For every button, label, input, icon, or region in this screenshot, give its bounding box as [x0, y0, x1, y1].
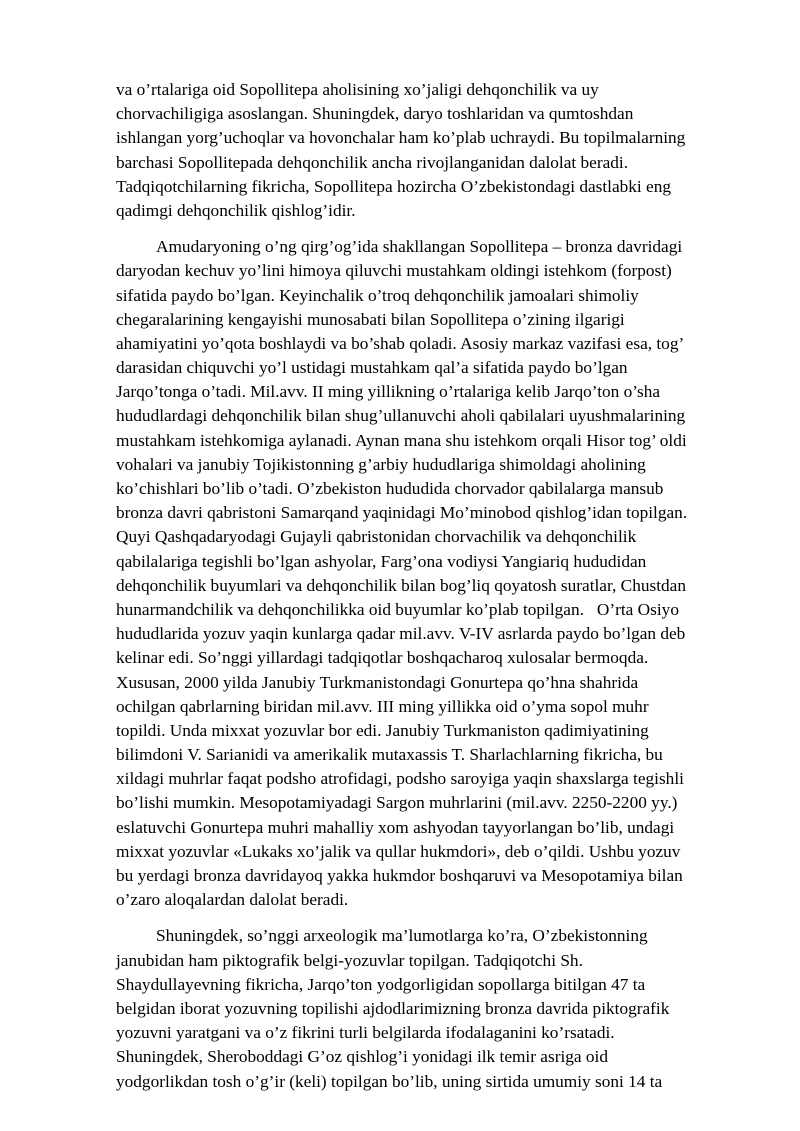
text-line: ahamiyatini yo’qota boshlaydi va bo’shab qoladi. Asosiy markaz vazifasi esa, tog’	[116, 333, 685, 353]
text-line: ochilgan qabrlarning biridan mil.avv. III ming yillikka oid o’yma sopol muhr	[116, 696, 649, 716]
paragraph	[116, 235, 712, 912]
text-line: mustahkam istehkomiga aylanadi. Aynan mana shu istehkom orqali Hisor tog’ oldi	[116, 430, 687, 450]
document-body	[116, 78, 712, 1094]
text-line: dehqonchilik buyumlari va dehqonchilik bilan bog’liq qoyatosh suratlar, Chustdan	[116, 575, 686, 595]
text-line: Shaydullayevning fikricha, Jarqo’ton yodgorligidan sopollarga bitilgan 47 ta	[116, 974, 646, 994]
text-line: belgidan iborat yozuvning topilishi ajdodlarimizning bronza davrida piktografik	[116, 998, 670, 1018]
text-line: daryodan kechuv yo’lini himoya qiluvchi mustahkam oldingi istehkom (forpost)	[116, 261, 672, 281]
paragraph-gap	[116, 223, 712, 235]
text-line: bronza davri qabristoni Samarqand yaqinidagi Mo’minobod qishlog’idan topilgan.	[116, 503, 688, 523]
text-line: qabilalariga tegishli bo’lgan ashyolar, Farg’ona vodiysi Yangiariq hududidan	[116, 551, 647, 571]
text-line: Quyi Qashqadaryodagi Gujayli qabristonidan chorvachilik va dehqonchilik	[116, 527, 637, 547]
text-line: janubidan ham piktografik belgi-yozuvlar topilgan. Tadqiqotchi Sh.	[116, 950, 583, 970]
paragraph	[116, 78, 712, 223]
text-line: barchasi Sopollitepada dehqonchilik ancha rivojlanganidan dalolat beradi.	[116, 152, 629, 172]
text-line: Tadqiqotchilarning fikricha, Sopollitepa hozircha O’zbekistondagi dastlabki eng	[116, 176, 671, 196]
text-line: kelinar edi. So’nggi yillardagi tadqiqotlar boshqacharoq xulosalar bermoqda.	[116, 648, 649, 668]
text-line: Amudaryoning o’ng qirg’og’ida shakllangan Sopollitepa – bronza davridagi	[156, 237, 683, 257]
paragraph-gap	[116, 912, 712, 924]
text-line: ishlangan yorg’uchoqlar va hovonchalar ham ko’plab uchraydi. Bu topilmalarning	[116, 128, 686, 148]
text-line: darasidan chiquvchi yo’l ustidagi mustahkam qal’a sifatida paydo bo’lgan	[116, 358, 628, 378]
text-line: chorvachiligiga asoslangan. Shuningdek, daryo toshlaridan va qumtoshdan	[116, 104, 634, 124]
text-line: qadimgi dehqonchilik qishlog’idir.	[116, 200, 356, 220]
text-line: bilimdoni V. Sarianidi va amerikalik mutaxassis T. Sharlachlarning fikricha, bu	[116, 745, 663, 765]
text-line: o’zaro aloqalardan dalolat beradi.	[116, 890, 349, 910]
text-line: hunarmandchilik va dehqonchilikka oid buyumlar ko’plab topilgan. O’rta Osiyo	[116, 599, 679, 619]
text-line: eslatuvchi Gonurtepa muhri mahalliy xom ashyodan tayyorlangan bo’lib, undagi	[116, 817, 675, 837]
text-line: sifatida paydo bo’lgan. Keyinchalik o’troq dehqonchilik jamoalari shimoliy	[116, 285, 639, 305]
text-line: bo’lishi mumkin. Mesopotamiyadagi Sargon muhrlarini (mil.avv. 2250-2200 yy.)	[116, 793, 678, 813]
text-line: Xususan, 2000 yilda Janubiy Turkmanistondagi Gonurtepa qo’hna shahrida	[116, 672, 639, 692]
text-line: yozuvni yaratgani va o’z fikrini turli belgilarda ifodalaganini ko’rsatadi.	[116, 1023, 615, 1043]
text-line: bu yerdagi bronza davridayoq yakka hukmdor boshqaruvi va Mesopotamiya bilan	[116, 866, 683, 885]
text-line: chegaralarining kengayishi munosabati bilan Sopollitepa o’zining ilgarigi	[116, 309, 625, 329]
text-line: hududlarida yozuv yaqin kunlarga qadar mil.avv. V-IV asrlarda paydo bo’lgan deb	[116, 624, 686, 644]
text-line: Jarqo’tonga o’tadi. Mil.avv. II ming yillikning o’rtalariga kelib Jarqo’ton o’sha	[116, 382, 661, 402]
text-line: hududlardagi dehqonchilik bilan shug’ullanuvchi aholi qabilalari uyushmalarining	[116, 406, 686, 426]
text-line: ko’chishlari bo’lib o’tadi. O’zbekiston hududida chorvador qabilalarga mansub	[116, 479, 664, 498]
paragraph	[116, 924, 712, 1093]
text-line: Shuningdek, so’nggi arxeologik ma’lumotlarga ko’ra, O’zbekistonning	[156, 926, 648, 946]
text-line: Shuningdek, Sheroboddagi G’oz qishlog’i yonidagi ilk temir asriga oid	[116, 1047, 608, 1067]
text-line: mixxat yozuvlar «Lukaks xo’jalik va qullar hukmdori», deb o’qildi. Ushbu yozuv	[116, 841, 681, 861]
text-line: topildi. Unda mixxat yozuvlar bor edi. Janubiy Turkmaniston qadimiyatining	[116, 720, 649, 740]
text-line: yodgorlikdan tosh o’g’ir (keli) topilgan bo’lib, uning sirtida umumiy soni 14 ta	[116, 1071, 663, 1091]
text-line: va o’rtalariga oid Sopollitepa aholisining xo’jaligi dehqonchilik va uy	[116, 80, 599, 99]
text-line: vohalari va janubiy Tojikistonning g’arbiy hududlariga shimoldagi aholining	[116, 454, 646, 474]
text-line: xildagi muhrlar faqat podsho atrofidagi, podsho saroyiga yaqin shaxslarga tegishli	[116, 769, 684, 789]
